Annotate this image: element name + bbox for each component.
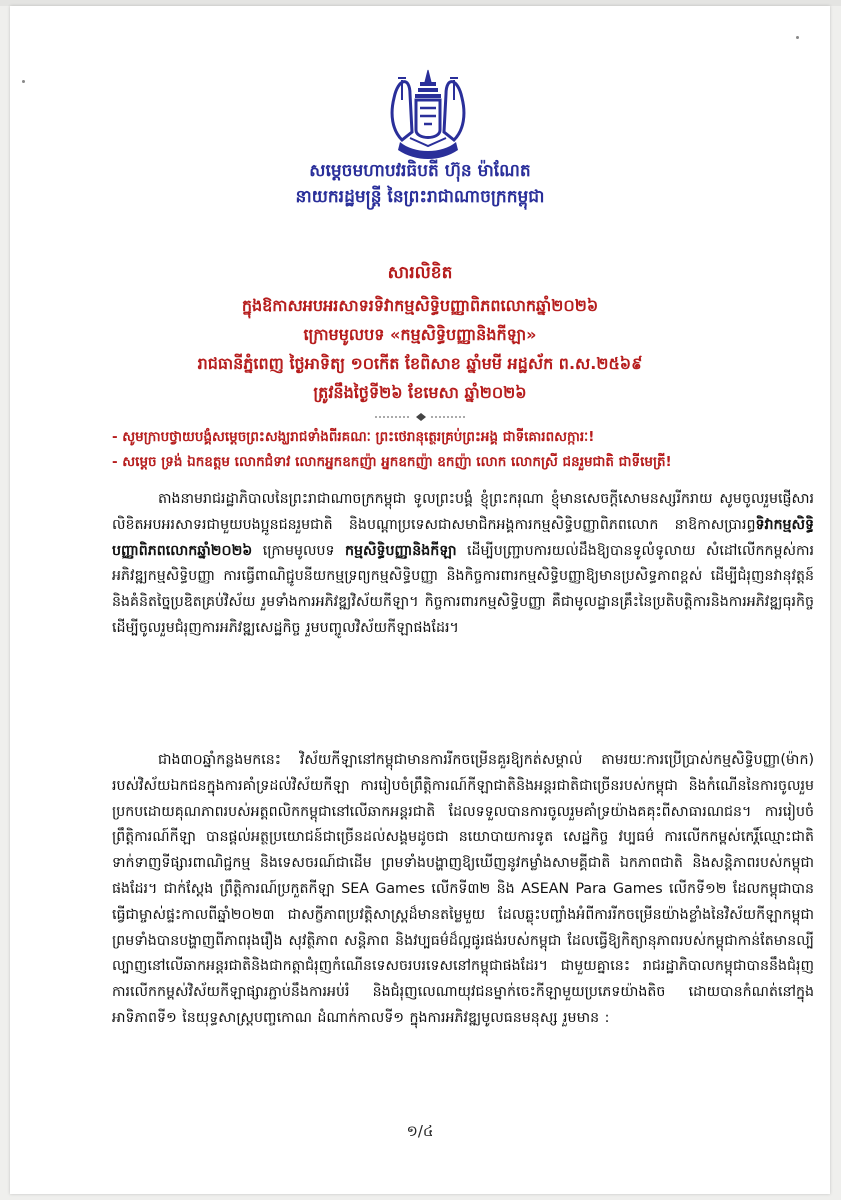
emphasis-day-name: ទិវាកម្មសិទ្ធិបញ្ញាពិភពលោកឆ្នាំ២០២៦ (112, 516, 814, 559)
title-line: ក្នុងឱកាសអបអរសាទរទិវាកម្មសិទ្ធិបញ្ញាពិភពលោកឆ្នាំ២០២៦ (241, 296, 599, 315)
page-number: ១/៤ (406, 1122, 434, 1140)
title-line: រាជធានីភ្នំពេញ ថ្ងៃអាទិត្យ ១០កើត ខែពិសាខ ឆ្នាំមមី អដ្ឋស័ក ព.ស.២៥៦៩ (197, 354, 643, 373)
title-line: ក្រោមមូលបទ «កម្មសិទ្ធិបញ្ញានិងកីឡា» (303, 325, 537, 344)
body-paragraph (112, 487, 814, 642)
body-paragraph: ជាង៣០ឆ្នាំកន្លងមកនេះ វិស័យកីឡានៅកម្ពុជាមានការរីកចម្រើនគួរឱ្យកត់សម្គាល់ តាមរយៈការប្រើប្រាស់កម្មសិទ្ធិបញ្ញា(ម៉ាក) របស់វិស័យឯកជនក្នុងការគាំទ្រដល់វិស័យកីឡា ការរៀបចំព្រឹត្តិការណ៍កីឡាជាតិនិងអន្តរជាតិជាច្រើនរបស់កម្ពុជា និងកំណើននៃការចូលរួមប្រកបដោយគុណភាពរបស់អត្តពលិកកម្ពុជានៅលើឆាកអន្តរជាតិ ដែលទទួលបានការចូលរួមគាំទ្រយ៉ាងគគុះពីសាធារណជន។ ការរៀបចំព្រឹត្តិការណ៍កីឡា បានផ្ដល់អត្ថប្រយោជន៍ជាច្រើនដល់សង្គមដូចជា នយោបាយការទូត សេដ្ឋកិច្ច វប្បធម៌ ការលើកកម្ពស់កេរ្តិ៍ឈ្មោះជាតិ ទាក់ទាញទីផ្សារពាណិជ្ជកម្ម និងទេសចរណ៍ជាដើម ព្រមទាំងបង្ហាញឱ្យឃើញនូវកម្លាំងសាមគ្គីជាតិ ឯកភាពជាតិ និងសន្តិភាពរបស់កម្ពុជាផងដែរ។ ជាក់ស្ដែង ព្រឹត្តិការណ៍ប្រកួតកីឡា SEA Games លើកទី៣២ និង ASEAN Para Games លើកទី១២ ដែលកម្ពុជាបានធ្វើជាម្ចាស់ផ្ទះកាលពីឆ្នាំ២០២៣ ជាសក្ខីភាពប្រវត្តិសាស្ត្រដ៏មានតម្លៃមួយ ដែលឆ្លុះបញ្ចាំងអំពីការរីកចម្រើនយ៉ាងខ្លាំងនៃវិស័យកីឡាកម្ពុជា ព្រមទាំងបានបង្ហាញពីភាពរុងរឿង សុវត្ថិភាព សន្តិភាព និងវប្បធម៌ដ៏ល្អផូរផង់របស់កម្ពុជា ដែលធ្វើឱ្យកិត្យានុភាពរបស់កម្ពុជាកាន់តែមានល្បីល្បាញនៅលើឆាកអន្តរជាតិនិងជាកត្តាជំរុញកំណើនទេសចរបរទេសនៅកម្ពុជាផងដែរ។ ជាមួយគ្នានេះ រាជរដ្ឋាភិបាលកម្ពុជាបាននឹងជំរុញការលើកកម្ពស់វិស័យកីឡាផ្សារភ្ជាប់នឹងការអប់រំ និងជំរុញលេណាយុវជនម្នាក់ចេះកីឡាមួយប្រភេទយ៉ាងតិច ដោយបានកំណត់នៅក្នុងអាទិភាពទី១ នៃយុទ្ធសាស្ត្របញ្ចកោណ ដំណាក់កាលទី១ ក្នុងការអភិវឌ្ឍមូលធនមនុស្ស រួមមាន : (112, 752, 814, 1026)
salutation-line: - សម្ដេច ទ្រង់ ឯកឧត្តម លោកជំទាវ លោកអ្នកឧកញ៉ា អ្នកឧកញ៉ា ឧកញ៉ា លោក លោកស្រី ជនរួមជាតិ ជាទីមេត្រី! (112, 454, 672, 470)
paragraph-text: ដើម្បីបញ្ជ្រាបការយល់ដឹងឱ្យបានទូលំទូលាយ សំដៅលើកកម្ពស់ការអភិវឌ្ឍកម្មសិទ្ធិបញ្ញា ការធ្វើពាណិជ្ជូបនីយកម្មទ្រព្យកម្មសិទ្ធិបញ្ញា និងកិច្ចការពារកម្មសិទ្ធិបញ្ញាឱ្យមានប្រសិទ្ធភាពខ្ពស់ ដើម្បីជំរុញនវានុវត្តន៍ និងគំនិតច្នៃប្រឌិតគ្រប់វិស័យ រួមទាំងការអភិវឌ្ឍវិស័យកីឡា។ កិច្ចការពារកម្មសិទ្ធិបញ្ញា គឺជាមូលដ្ឋានគ្រឹះនៃប្រតិបត្តិការនិងការអភិវឌ្ឍធុរកិច្ច ដើម្បីចូលរួមជំរុញការអភិវឌ្ឍសេដ្ឋកិច្ច រួមបញ្ចូលវិស័យកីឡាផងដែរ។ (112, 542, 814, 636)
title-line: ត្រូវនឹងថ្ងៃទី២៦ ខែមេសា ឆ្នាំ២០២៦ (313, 383, 527, 402)
sender-name: សម្ដេចមហាបវរធិបតី ហ៊ុន ម៉ាណែត (309, 161, 531, 181)
scan-speck (796, 36, 799, 39)
ornament-divider-icon (373, 412, 469, 422)
paragraph-text: ក្រោមមូលបទ (252, 542, 345, 559)
scan-speck (22, 80, 25, 83)
salutation-line: - សូមក្រាបថ្វាយបង្គំសម្ដេចព្រះសង្ឃរាជទាំងពីរគណៈ ព្រះថេរានុត្ថេរគ្រប់ព្រះអង្គ ជាទីគោរពសក្ការៈ! (112, 429, 595, 445)
emphasis-theme: កម្មសិទ្ធិបញ្ញានិងកីឡា (344, 542, 457, 559)
salutations (112, 425, 812, 475)
document-type: សារលិខិត (387, 263, 453, 283)
sender-title: នាយករដ្ឋមន្ត្រី នៃព្រះរាជាណាចក្រកម្ពុជា (295, 187, 545, 207)
paragraph-text: តាងនាមរាជរដ្ឋាភិបាលនៃព្រះរាជាណាចក្រកម្ពុជា ទូលព្រះបង្គំ ខ្ញុំព្រះករុណា ខ្ញុំមានសេចក្ដីសោមនស្សរីករាយ សូមចូលរួមផ្ញើសារលិខិតអបអរសាទរជាមួយបងប្អូនជនរួមជាតិ និងបណ្ដាប្រទេសជាសមាជិកអង្គការកម្មសិទ្ធិបញ្ញាពិភពលោក នាឱកាសប្រារព្ធ (112, 491, 814, 533)
royal-coat-of-arms-icon (380, 68, 476, 166)
